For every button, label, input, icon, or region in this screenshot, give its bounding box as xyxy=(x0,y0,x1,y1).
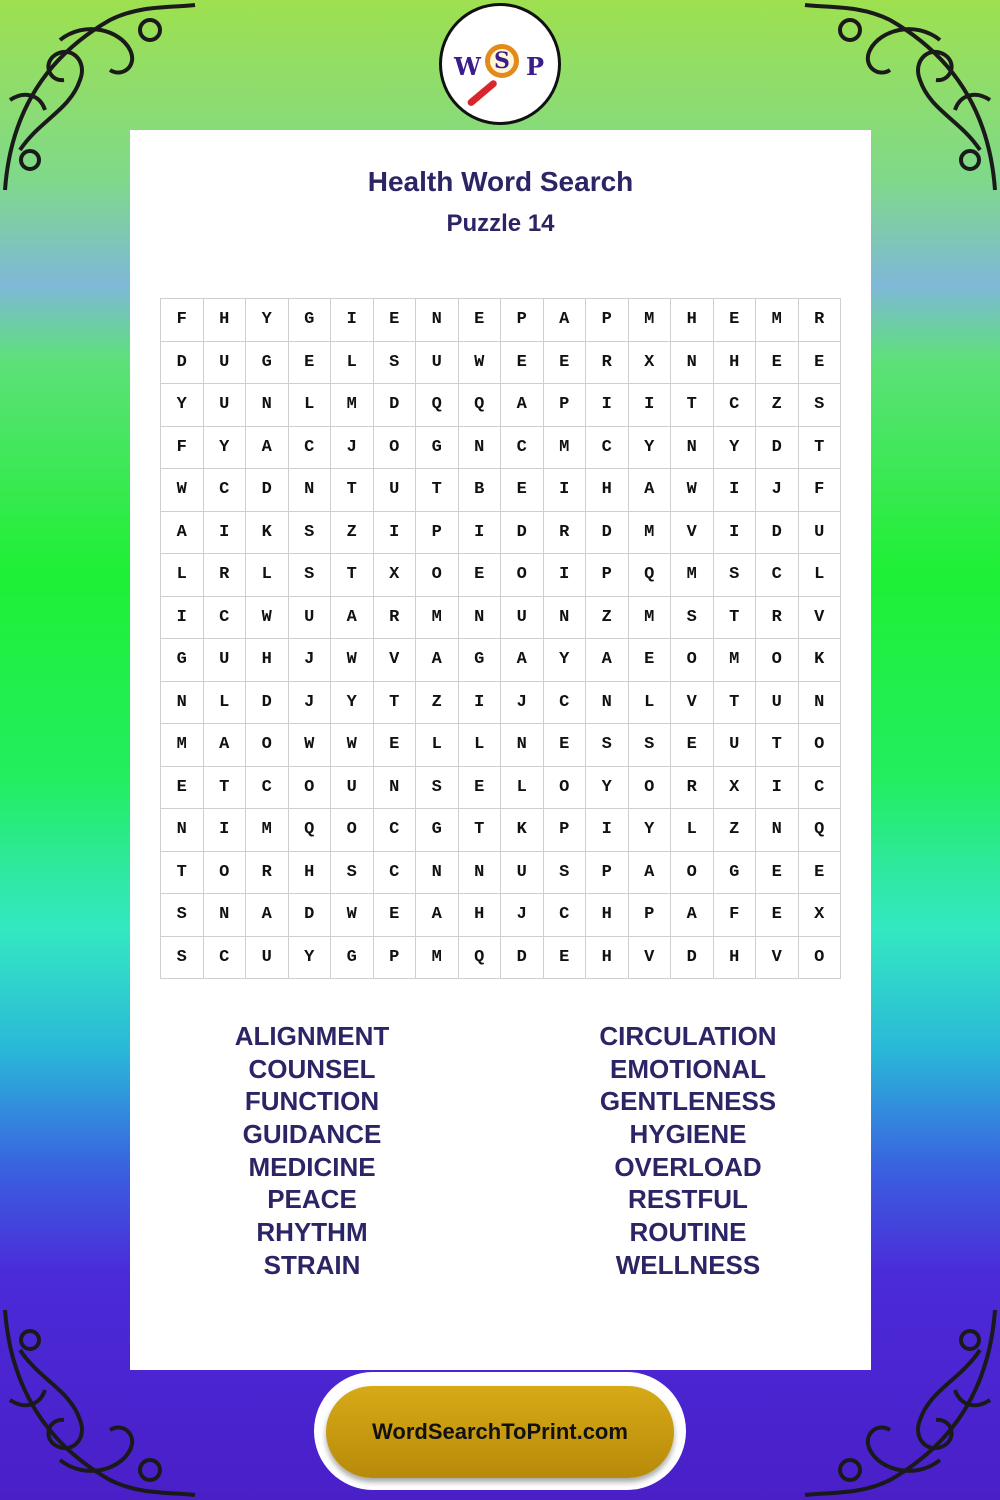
grid-cell[interactable]: H xyxy=(714,342,757,385)
grid-cell[interactable]: D xyxy=(246,469,289,512)
grid-cell[interactable]: W xyxy=(331,724,374,767)
grid-cell[interactable]: O xyxy=(671,639,714,682)
grid-cell[interactable]: U xyxy=(416,342,459,385)
grid-cell[interactable]: N xyxy=(161,682,204,725)
grid-cell[interactable]: Y xyxy=(629,427,672,470)
grid-cell[interactable]: K xyxy=(501,809,544,852)
letter-grid xyxy=(160,298,841,979)
grid-cell[interactable]: A xyxy=(501,384,544,427)
word-list-left xyxy=(162,1020,462,1282)
word-item: EMOTIONAL xyxy=(610,1053,766,1084)
grid-cell[interactable]: E xyxy=(374,299,417,342)
grid-cell[interactable]: I xyxy=(204,512,247,555)
grid-cell[interactable]: N xyxy=(204,894,247,937)
puzzle-subtitle: Puzzle 14 xyxy=(446,210,555,237)
grid-cell[interactable]: A xyxy=(331,597,374,640)
grid-cell[interactable]: Y xyxy=(544,639,587,682)
grid-cell[interactable]: C xyxy=(374,809,417,852)
grid-cell[interactable]: U xyxy=(756,682,799,725)
word-item: FUNCTION xyxy=(244,1086,380,1117)
grid-cell[interactable]: H xyxy=(204,299,247,342)
grid-cell[interactable]: E xyxy=(756,894,799,937)
grid-cell[interactable]: I xyxy=(374,512,417,555)
grid-cell[interactable]: O xyxy=(501,554,544,597)
grid-cell[interactable]: K xyxy=(246,512,289,555)
grid-cell[interactable]: U xyxy=(204,342,247,385)
grid-cell[interactable]: R xyxy=(586,342,629,385)
grid-cell[interactable]: W xyxy=(289,724,332,767)
grid-cell[interactable]: I xyxy=(204,809,247,852)
grid-cell[interactable]: Y xyxy=(629,809,672,852)
grid-cell[interactable]: D xyxy=(289,894,332,937)
grid-cell[interactable]: I xyxy=(586,809,629,852)
grid-cell[interactable]: P xyxy=(416,512,459,555)
grid-cell[interactable]: Q xyxy=(799,809,842,852)
grid-cell[interactable]: C xyxy=(204,469,247,512)
grid-cell[interactable]: H xyxy=(714,937,757,980)
grid-cell[interactable]: O xyxy=(629,767,672,810)
puzzle-sheet xyxy=(130,130,871,1370)
grid-cell[interactable]: R xyxy=(374,597,417,640)
grid-cell[interactable]: C xyxy=(289,427,332,470)
word-item: STRAIN xyxy=(263,1249,361,1280)
grid-cell[interactable]: H xyxy=(459,894,502,937)
grid-cell[interactable]: G xyxy=(714,852,757,895)
grid-cell[interactable]: N xyxy=(501,724,544,767)
word-item: CIRCULATION xyxy=(599,1021,777,1051)
grid-cell[interactable]: A xyxy=(416,639,459,682)
magnifier-icon xyxy=(485,44,519,78)
grid-cell[interactable]: B xyxy=(459,469,502,512)
grid-cell[interactable]: D xyxy=(246,682,289,725)
grid-cell[interactable]: F xyxy=(714,894,757,937)
grid-cell[interactable]: T xyxy=(204,767,247,810)
grid-cell[interactable]: O xyxy=(799,724,842,767)
grid-cell[interactable]: A xyxy=(586,639,629,682)
grid-cell[interactable]: T xyxy=(416,469,459,512)
grid-cell[interactable]: V xyxy=(799,597,842,640)
grid-cell[interactable]: E xyxy=(161,767,204,810)
grid-cell[interactable]: I xyxy=(459,512,502,555)
grid-cell[interactable]: V xyxy=(671,682,714,725)
grid-cell[interactable]: D xyxy=(586,512,629,555)
grid-cell[interactable]: S xyxy=(289,554,332,597)
grid-cell[interactable]: U xyxy=(289,597,332,640)
grid-cell[interactable]: W xyxy=(459,342,502,385)
grid-cell[interactable]: C xyxy=(799,767,842,810)
grid-cell[interactable]: L xyxy=(331,342,374,385)
grid-cell[interactable]: A xyxy=(629,469,672,512)
grid-cell[interactable]: H xyxy=(586,894,629,937)
grid-cell[interactable]: N xyxy=(459,427,502,470)
grid-cell[interactable]: D xyxy=(501,937,544,980)
grid-cell[interactable]: A xyxy=(629,852,672,895)
grid-cell[interactable]: M xyxy=(629,299,672,342)
grid-cell[interactable]: Z xyxy=(586,597,629,640)
grid-cell[interactable]: S xyxy=(671,597,714,640)
word-item: WELLNESS xyxy=(615,1249,761,1280)
magnifier-handle-icon xyxy=(466,79,498,108)
grid-cell[interactable]: E xyxy=(501,342,544,385)
grid-cell[interactable]: C xyxy=(714,384,757,427)
grid-cell[interactable]: I xyxy=(714,469,757,512)
wsp-logo xyxy=(439,3,561,125)
grid-cell[interactable]: T xyxy=(331,469,374,512)
grid-cell[interactable]: L xyxy=(416,724,459,767)
logo-letter-s: S xyxy=(494,48,510,74)
grid-cell[interactable]: E xyxy=(544,724,587,767)
grid-cell[interactable]: I xyxy=(586,384,629,427)
grid-cell[interactable]: P xyxy=(586,299,629,342)
grid-cell[interactable]: F xyxy=(161,299,204,342)
grid-cell[interactable]: R xyxy=(671,767,714,810)
grid-cell[interactable]: C xyxy=(246,767,289,810)
grid-cell[interactable]: G xyxy=(161,639,204,682)
grid-cell[interactable]: E xyxy=(501,469,544,512)
grid-cell[interactable]: U xyxy=(331,767,374,810)
grid-cell[interactable]: I xyxy=(714,512,757,555)
grid-cell[interactable]: X xyxy=(629,342,672,385)
grid-cell[interactable]: N xyxy=(289,469,332,512)
grid-cell[interactable]: J xyxy=(501,682,544,725)
grid-cell[interactable]: A xyxy=(501,639,544,682)
grid-cell[interactable]: N xyxy=(671,342,714,385)
grid-cell[interactable]: W xyxy=(161,469,204,512)
grid-cell[interactable]: A xyxy=(671,894,714,937)
grid-cell[interactable]: N xyxy=(416,299,459,342)
grid-cell[interactable]: L xyxy=(459,724,502,767)
puzzle-title: Health Word Search xyxy=(367,166,634,197)
grid-cell[interactable]: S xyxy=(374,342,417,385)
grid-cell[interactable]: V xyxy=(756,937,799,980)
grid-cell[interactable]: S xyxy=(416,767,459,810)
grid-cell[interactable]: J xyxy=(289,639,332,682)
grid-cell[interactable]: O xyxy=(246,724,289,767)
grid-cell[interactable]: S xyxy=(629,724,672,767)
grid-cell[interactable]: M xyxy=(331,384,374,427)
grid-cell[interactable]: L xyxy=(671,809,714,852)
grid-cell[interactable]: N xyxy=(586,682,629,725)
grid-cell[interactable]: E xyxy=(544,937,587,980)
grid-cell[interactable]: M xyxy=(161,724,204,767)
grid-cell[interactable]: M xyxy=(714,639,757,682)
grid-cell[interactable]: E xyxy=(374,724,417,767)
grid-cell[interactable]: R xyxy=(246,852,289,895)
grid-cell[interactable]: T xyxy=(161,852,204,895)
grid-cell[interactable]: A xyxy=(416,894,459,937)
grid-cell[interactable]: O xyxy=(331,809,374,852)
grid-cell[interactable]: Y xyxy=(289,937,332,980)
grid-cell[interactable]: Y xyxy=(246,299,289,342)
grid-cell[interactable]: R xyxy=(756,597,799,640)
grid-cell[interactable]: U xyxy=(714,724,757,767)
grid-cell[interactable]: H xyxy=(671,299,714,342)
grid-cell[interactable]: C xyxy=(756,554,799,597)
grid-cell[interactable]: Q xyxy=(459,937,502,980)
grid-cell[interactable]: P xyxy=(501,299,544,342)
grid-cell[interactable]: D xyxy=(161,342,204,385)
grid-cell[interactable]: O xyxy=(671,852,714,895)
grid-cell[interactable]: G xyxy=(416,427,459,470)
grid-cell[interactable]: P xyxy=(586,554,629,597)
grid-cell[interactable]: Y xyxy=(714,427,757,470)
grid-cell[interactable]: E xyxy=(756,852,799,895)
grid-cell[interactable]: Q xyxy=(416,384,459,427)
grid-cell[interactable]: L xyxy=(289,384,332,427)
grid-cell[interactable]: D xyxy=(671,937,714,980)
grid-cell[interactable]: H xyxy=(246,639,289,682)
grid-cell[interactable]: Z xyxy=(714,809,757,852)
grid-cell[interactable]: J xyxy=(756,469,799,512)
grid-cell[interactable]: M xyxy=(671,554,714,597)
grid-cell[interactable]: A xyxy=(161,512,204,555)
grid-cell[interactable]: S xyxy=(331,852,374,895)
grid-cell[interactable]: N xyxy=(459,597,502,640)
footer-banner xyxy=(314,1372,686,1490)
grid-cell[interactable]: A xyxy=(544,299,587,342)
grid-cell[interactable]: A xyxy=(246,427,289,470)
grid-cell[interactable]: L xyxy=(161,554,204,597)
word-item: RESTFUL xyxy=(628,1184,748,1215)
grid-cell[interactable]: N xyxy=(544,597,587,640)
grid-cell[interactable]: K xyxy=(799,639,842,682)
grid-cell[interactable]: A xyxy=(204,724,247,767)
grid-cell[interactable]: N xyxy=(374,767,417,810)
grid-cell[interactable]: E xyxy=(459,554,502,597)
grid-cell[interactable]: S xyxy=(161,937,204,980)
grid-cell[interactable]: G xyxy=(289,299,332,342)
grid-cell[interactable]: R xyxy=(204,554,247,597)
grid-cell[interactable]: N xyxy=(799,682,842,725)
grid-cell[interactable]: U xyxy=(204,639,247,682)
grid-cell[interactable]: N xyxy=(246,384,289,427)
grid-cell[interactable]: S xyxy=(714,554,757,597)
word-item: COUNSEL xyxy=(248,1053,376,1084)
grid-cell[interactable]: C xyxy=(204,937,247,980)
grid-cell[interactable]: G xyxy=(416,809,459,852)
grid-cell[interactable]: N xyxy=(756,809,799,852)
grid-cell[interactable]: Z xyxy=(331,512,374,555)
grid-cell[interactable]: I xyxy=(331,299,374,342)
grid-cell[interactable]: L xyxy=(501,767,544,810)
grid-cell[interactable]: O xyxy=(204,852,247,895)
grid-cell[interactable]: N xyxy=(161,809,204,852)
grid-cell[interactable]: M xyxy=(416,937,459,980)
grid-cell[interactable]: M xyxy=(629,597,672,640)
grid-cell[interactable]: P xyxy=(586,852,629,895)
grid-cell[interactable]: C xyxy=(544,894,587,937)
grid-cell[interactable]: I xyxy=(459,682,502,725)
grid-cell[interactable]: O xyxy=(799,937,842,980)
grid-cell[interactable]: N xyxy=(459,852,502,895)
grid-cell[interactable]: E xyxy=(459,767,502,810)
grid-cell[interactable]: J xyxy=(289,682,332,725)
grid-cell[interactable]: E xyxy=(799,342,842,385)
grid-cell[interactable]: F xyxy=(161,427,204,470)
grid-cell[interactable]: V xyxy=(629,937,672,980)
grid-cell[interactable]: Q xyxy=(459,384,502,427)
grid-cell[interactable]: T xyxy=(756,724,799,767)
grid-cell[interactable]: E xyxy=(629,639,672,682)
grid-cell[interactable]: I xyxy=(161,597,204,640)
word-item: MEDICINE xyxy=(248,1151,376,1182)
grid-cell[interactable]: M xyxy=(544,427,587,470)
grid-cell[interactable]: U xyxy=(501,852,544,895)
grid-cell[interactable]: L xyxy=(246,554,289,597)
grid-cell[interactable]: O xyxy=(544,767,587,810)
grid-cell[interactable]: C xyxy=(204,597,247,640)
grid-cell[interactable]: S xyxy=(586,724,629,767)
word-item: HYGIENE xyxy=(629,1119,747,1150)
grid-cell[interactable]: E xyxy=(799,852,842,895)
grid-cell[interactable]: M xyxy=(756,299,799,342)
logo-letter-w: W xyxy=(454,52,481,81)
grid-cell[interactable]: C xyxy=(586,427,629,470)
word-item: PEACE xyxy=(267,1184,357,1215)
grid-cell[interactable]: T xyxy=(671,384,714,427)
grid-cell[interactable]: T xyxy=(714,682,757,725)
grid-cell[interactable]: I xyxy=(629,384,672,427)
grid-cell[interactable]: E xyxy=(671,724,714,767)
grid-cell[interactable]: M xyxy=(416,597,459,640)
grid-cell[interactable]: I xyxy=(544,554,587,597)
word-list-right xyxy=(538,1020,838,1282)
grid-cell[interactable]: S xyxy=(289,512,332,555)
grid-cell[interactable]: W xyxy=(331,894,374,937)
grid-cell[interactable]: E xyxy=(544,342,587,385)
grid-cell[interactable]: S xyxy=(161,894,204,937)
grid-cell[interactable]: U xyxy=(501,597,544,640)
grid-cell[interactable]: P xyxy=(544,384,587,427)
grid-cell[interactable]: D xyxy=(374,384,417,427)
grid-cell[interactable]: T xyxy=(459,809,502,852)
grid-cell[interactable]: U xyxy=(799,512,842,555)
grid-cell[interactable]: D xyxy=(756,427,799,470)
grid-cell[interactable]: T xyxy=(331,554,374,597)
grid-cell[interactable]: Z xyxy=(756,384,799,427)
grid-cell[interactable]: O xyxy=(374,427,417,470)
grid-cell[interactable]: X xyxy=(714,767,757,810)
grid-cell[interactable]: P xyxy=(544,809,587,852)
grid-cell[interactable]: Q xyxy=(289,809,332,852)
grid-cell[interactable]: X xyxy=(799,894,842,937)
grid-cell[interactable]: D xyxy=(501,512,544,555)
grid-cell[interactable]: O xyxy=(756,639,799,682)
word-item: ROUTINE xyxy=(629,1217,747,1248)
grid-cell[interactable]: L xyxy=(799,554,842,597)
logo-letter-p: P xyxy=(525,52,544,81)
grid-cell[interactable]: A xyxy=(246,894,289,937)
grid-cell[interactable]: J xyxy=(331,427,374,470)
grid-cell[interactable]: P xyxy=(629,894,672,937)
grid-cell[interactable]: U xyxy=(374,469,417,512)
grid-cell[interactable]: W xyxy=(246,597,289,640)
word-item: GUIDANCE xyxy=(242,1119,382,1150)
grid-cell[interactable]: U xyxy=(204,384,247,427)
grid-cell[interactable]: R xyxy=(799,299,842,342)
grid-cell[interactable]: U xyxy=(246,937,289,980)
grid-cell[interactable]: S xyxy=(544,852,587,895)
grid-cell[interactable]: Q xyxy=(629,554,672,597)
grid-cell[interactable]: C xyxy=(374,852,417,895)
grid-cell[interactable]: Y xyxy=(331,682,374,725)
grid-cell[interactable]: E xyxy=(374,894,417,937)
grid-cell[interactable]: E xyxy=(289,342,332,385)
grid-cell[interactable]: S xyxy=(799,384,842,427)
grid-cell[interactable]: N xyxy=(416,852,459,895)
grid-cell[interactable]: F xyxy=(799,469,842,512)
grid-cell[interactable]: E xyxy=(714,299,757,342)
grid-cell[interactable]: O xyxy=(416,554,459,597)
grid-cell[interactable]: Y xyxy=(204,427,247,470)
grid-cell[interactable]: O xyxy=(289,767,332,810)
grid-cell[interactable]: R xyxy=(544,512,587,555)
grid-cell[interactable]: G xyxy=(459,639,502,682)
grid-cell[interactable]: L xyxy=(204,682,247,725)
word-item: OVERLOAD xyxy=(614,1151,762,1182)
grid-cell[interactable]: I xyxy=(756,767,799,810)
grid-cell[interactable]: J xyxy=(501,894,544,937)
grid-cell[interactable]: V xyxy=(374,639,417,682)
grid-cell[interactable]: Y xyxy=(586,767,629,810)
grid-cell[interactable]: L xyxy=(629,682,672,725)
word-item: GENTLENESS xyxy=(599,1086,777,1117)
word-item: RHYTHM xyxy=(256,1217,368,1248)
grid-cell[interactable]: Z xyxy=(416,682,459,725)
grid-cell[interactable]: V xyxy=(671,512,714,555)
grid-cell[interactable]: D xyxy=(756,512,799,555)
grid-cell[interactable]: G xyxy=(246,342,289,385)
grid-cell[interactable]: I xyxy=(544,469,587,512)
grid-cell[interactable]: M xyxy=(246,809,289,852)
grid-cell[interactable]: C xyxy=(544,682,587,725)
grid-cell[interactable]: C xyxy=(501,427,544,470)
grid-cell[interactable]: T xyxy=(374,682,417,725)
grid-cell[interactable]: P xyxy=(374,937,417,980)
grid-cell[interactable]: G xyxy=(331,937,374,980)
grid-cell[interactable]: N xyxy=(671,427,714,470)
grid-cell[interactable]: M xyxy=(629,512,672,555)
grid-cell[interactable]: T xyxy=(799,427,842,470)
grid-cell[interactable]: H xyxy=(586,469,629,512)
site-link[interactable]: WordSearchToPrint.com xyxy=(326,1386,674,1478)
word-item: ALIGNMENT xyxy=(234,1021,390,1051)
grid-cell[interactable]: W xyxy=(671,469,714,512)
grid-cell[interactable]: W xyxy=(331,639,374,682)
grid-cell[interactable]: E xyxy=(459,299,502,342)
grid-cell[interactable]: Y xyxy=(161,384,204,427)
grid-cell[interactable]: H xyxy=(586,937,629,980)
grid-cell[interactable]: E xyxy=(756,342,799,385)
grid-cell[interactable]: T xyxy=(714,597,757,640)
grid-cell[interactable]: X xyxy=(374,554,417,597)
grid-cell[interactable]: H xyxy=(289,852,332,895)
